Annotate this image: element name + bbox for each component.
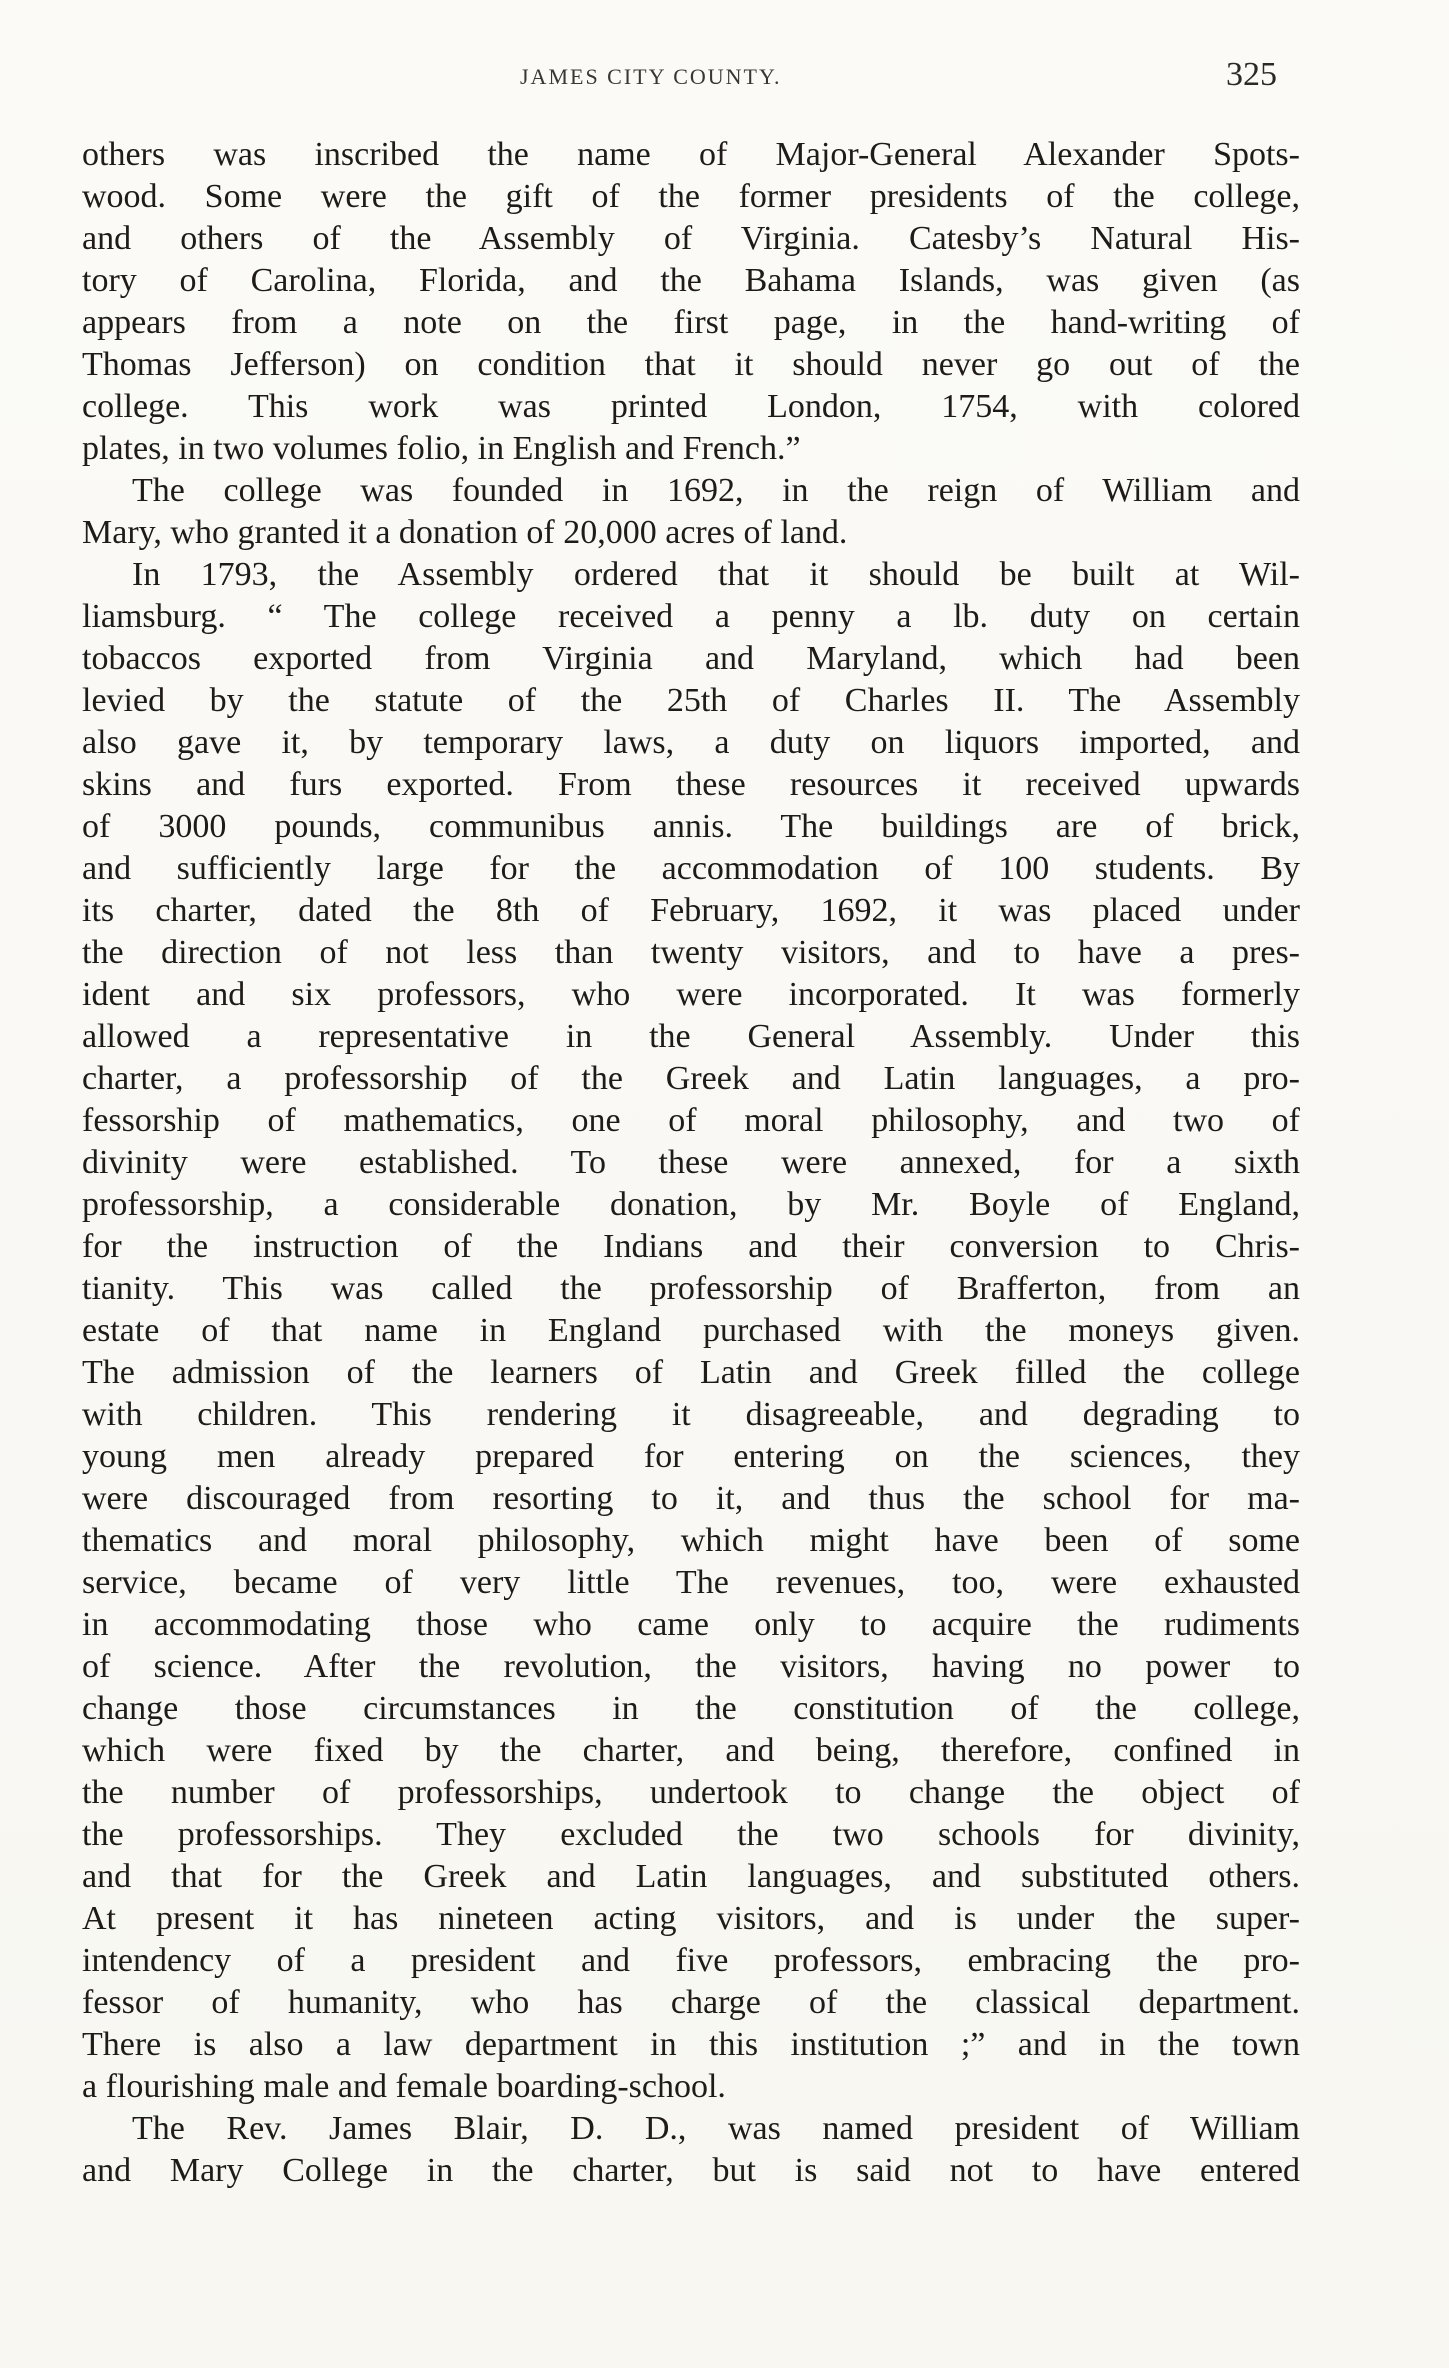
text-line: with children. This rendering it disagreeable, and degrading to bbox=[82, 1396, 1300, 1433]
text-line: professorship, a considerable donation, by Mr. Boyle of England, bbox=[82, 1186, 1300, 1223]
text-line: ident and six professors, who were incorporated. It was formerly bbox=[82, 976, 1300, 1013]
text-line: thematics and moral philosophy, which might have been of some bbox=[82, 1522, 1300, 1559]
text-line: tory of Carolina, Florida, and the Bahama Islands, was given (as bbox=[82, 262, 1300, 299]
text-line: a flourishing male and female boarding-school. bbox=[82, 2068, 726, 2105]
running-title: JAMES CITY COUNTY. bbox=[520, 64, 782, 89]
text-line: for the instruction of the Indians and their conversion to Chris- bbox=[82, 1228, 1300, 1265]
text-line: also gave it, by temporary laws, a duty on liquors imported, and bbox=[82, 724, 1300, 761]
text-line: The college was founded in 1692, in the reign of William and bbox=[132, 472, 1300, 509]
running-head bbox=[0, 56, 1449, 104]
text-line: were discouraged from resorting to it, and thus the school for ma- bbox=[82, 1480, 1300, 1517]
text-line: which were fixed by the charter, and being, therefore, confined in bbox=[82, 1732, 1300, 1769]
text-line: Thomas Jefferson) on condition that it should never go out of the bbox=[82, 346, 1300, 383]
text-line: fessorship of mathematics, one of moral philosophy, and two of bbox=[82, 1102, 1300, 1139]
text-line: college. This work was printed London, 1754, with colored bbox=[82, 388, 1300, 425]
text-line: At present it has nineteen acting visitors, and is under the super- bbox=[82, 1900, 1300, 1937]
text-line: of 3000 pounds, communibus annis. The buildings are of brick, bbox=[82, 808, 1300, 845]
text-line: liamsburg. “ The college received a penny a lb. duty on certain bbox=[82, 598, 1300, 635]
text-line: wood. Some were the gift of the former presidents of the college, bbox=[82, 178, 1300, 215]
text-line: the direction of not less than twenty visitors, and to have a pres- bbox=[82, 934, 1300, 971]
text-line: The Rev. James Blair, D. D., was named president of William bbox=[132, 2110, 1300, 2147]
text-line: fessor of humanity, who has charge of the classical department. bbox=[82, 1984, 1300, 2021]
paragraph-4 bbox=[82, 2108, 1300, 2192]
text-line: The admission of the learners of Latin and Greek filled the college bbox=[82, 1354, 1300, 1391]
text-line: skins and furs exported. From these resources it received upwards bbox=[82, 766, 1300, 803]
text-line: intendency of a president and five professors, embracing the pro- bbox=[82, 1942, 1300, 1979]
text-line: appears from a note on the first page, in the hand-writing of bbox=[82, 304, 1300, 341]
paragraph-3 bbox=[82, 554, 1300, 2108]
text-line: plates, in two volumes folio, in English and French.” bbox=[82, 430, 801, 467]
text-line: In 1793, the Assembly ordered that it should be built at Wil- bbox=[132, 556, 1300, 593]
text-line: of science. After the revolution, the visitors, having no power to bbox=[82, 1648, 1300, 1685]
text-line: its charter, dated the 8th of February, 1692, it was placed under bbox=[82, 892, 1300, 929]
text-line: Mary, who granted it a donation of 20,000 acres of land. bbox=[82, 514, 848, 551]
body-text bbox=[82, 134, 1300, 2192]
text-line: and others of the Assembly of Virginia. Catesby’s Natural His- bbox=[82, 220, 1300, 257]
page-number: 325 bbox=[1226, 56, 1277, 93]
text-line: tianity. This was called the professorship of Brafferton, from an bbox=[82, 1270, 1300, 1307]
text-line: There is also a law department in this institution ;” and in the town bbox=[82, 2026, 1300, 2063]
paragraph-2 bbox=[82, 470, 1300, 554]
text-line: and Mary College in the charter, but is said not to have entered bbox=[82, 2152, 1300, 2189]
text-line: tobaccos exported from Virginia and Maryland, which had been bbox=[82, 640, 1300, 677]
text-line: levied by the statute of the 25th of Charles II. The Assembly bbox=[82, 682, 1300, 719]
text-line: the professorships. They excluded the two schools for divinity, bbox=[82, 1816, 1300, 1853]
text-line: service, became of very little The revenues, too, were exhausted bbox=[82, 1564, 1300, 1601]
text-line: allowed a representative in the General Assembly. Under this bbox=[82, 1018, 1300, 1055]
paragraph-1 bbox=[82, 134, 1300, 470]
text-line: change those circumstances in the constitution of the college, bbox=[82, 1690, 1300, 1727]
text-line: young men already prepared for entering on the sciences, they bbox=[82, 1438, 1300, 1475]
text-line: others was inscribed the name of Major-General Alexander Spots- bbox=[82, 136, 1300, 173]
text-line: divinity were established. To these were annexed, for a sixth bbox=[82, 1144, 1300, 1181]
text-line: estate of that name in England purchased with the moneys given. bbox=[82, 1312, 1300, 1349]
text-line: charter, a professorship of the Greek and Latin languages, a pro- bbox=[82, 1060, 1300, 1097]
text-line: in accommodating those who came only to acquire the rudiments bbox=[82, 1606, 1300, 1643]
text-line: and sufficiently large for the accommodation of 100 students. By bbox=[82, 850, 1300, 887]
text-line: the number of professorships, undertook to change the object of bbox=[82, 1774, 1300, 1811]
text-line: and that for the Greek and Latin languages, and substituted others. bbox=[82, 1858, 1300, 1895]
